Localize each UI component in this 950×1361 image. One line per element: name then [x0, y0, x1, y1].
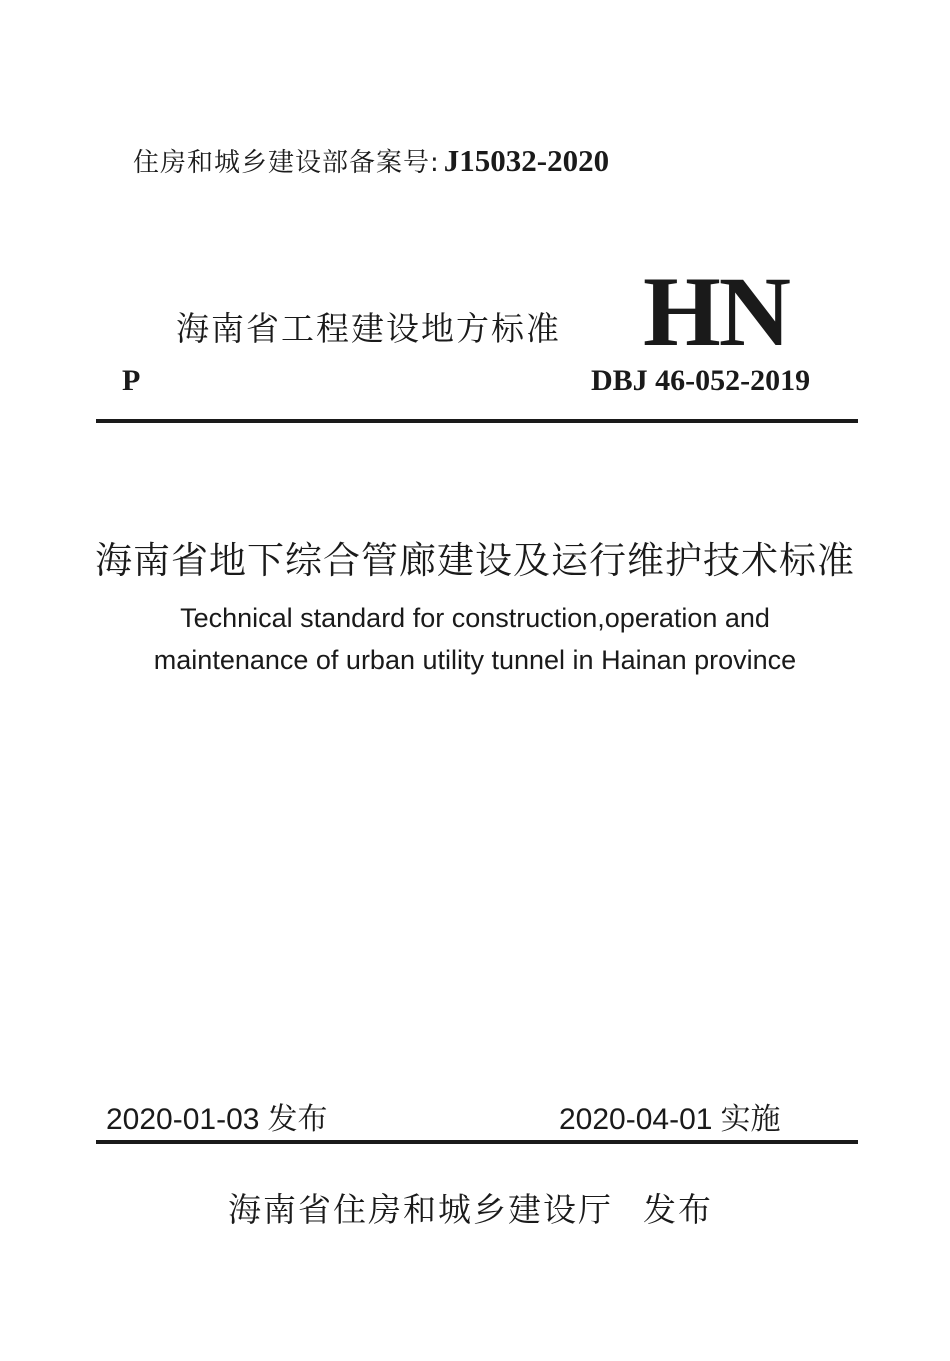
registration-label: 住房和城乡建设部备案号: [133, 148, 440, 178]
issue-date: 2020-01-03 [106, 1103, 260, 1136]
registration-code: J15032-2020 [443, 143, 610, 178]
standard-category: 海南省工程建设地方标准 [176, 309, 561, 348]
registration-line [133, 142, 609, 179]
title-english-line2: maintenance of urban utility tunnel in Hainan province [153, 645, 797, 675]
effective-label: 实施 [720, 1102, 781, 1137]
publisher-action: 发布 [643, 1190, 713, 1229]
standard-number: DBJ 46-052-2019 [591, 364, 811, 397]
issue-date-block [106, 1094, 327, 1138]
top-divider [96, 419, 858, 423]
classification-code: P [122, 364, 141, 397]
publisher-name: 海南省住房和城乡建设厅 [228, 1190, 613, 1229]
title-chinese: 海南省地下综合管廊建设及运行维护技术标准 [95, 539, 855, 582]
hn-logo: HN [643, 256, 789, 367]
title-english-line1: Technical standard for construction,operation and [180, 603, 770, 633]
effective-date: 2020-04-01 [559, 1103, 713, 1136]
issue-label: 发布 [267, 1102, 328, 1137]
bottom-divider [96, 1140, 858, 1144]
publisher-line [228, 1184, 713, 1231]
effective-date-block [559, 1094, 780, 1138]
